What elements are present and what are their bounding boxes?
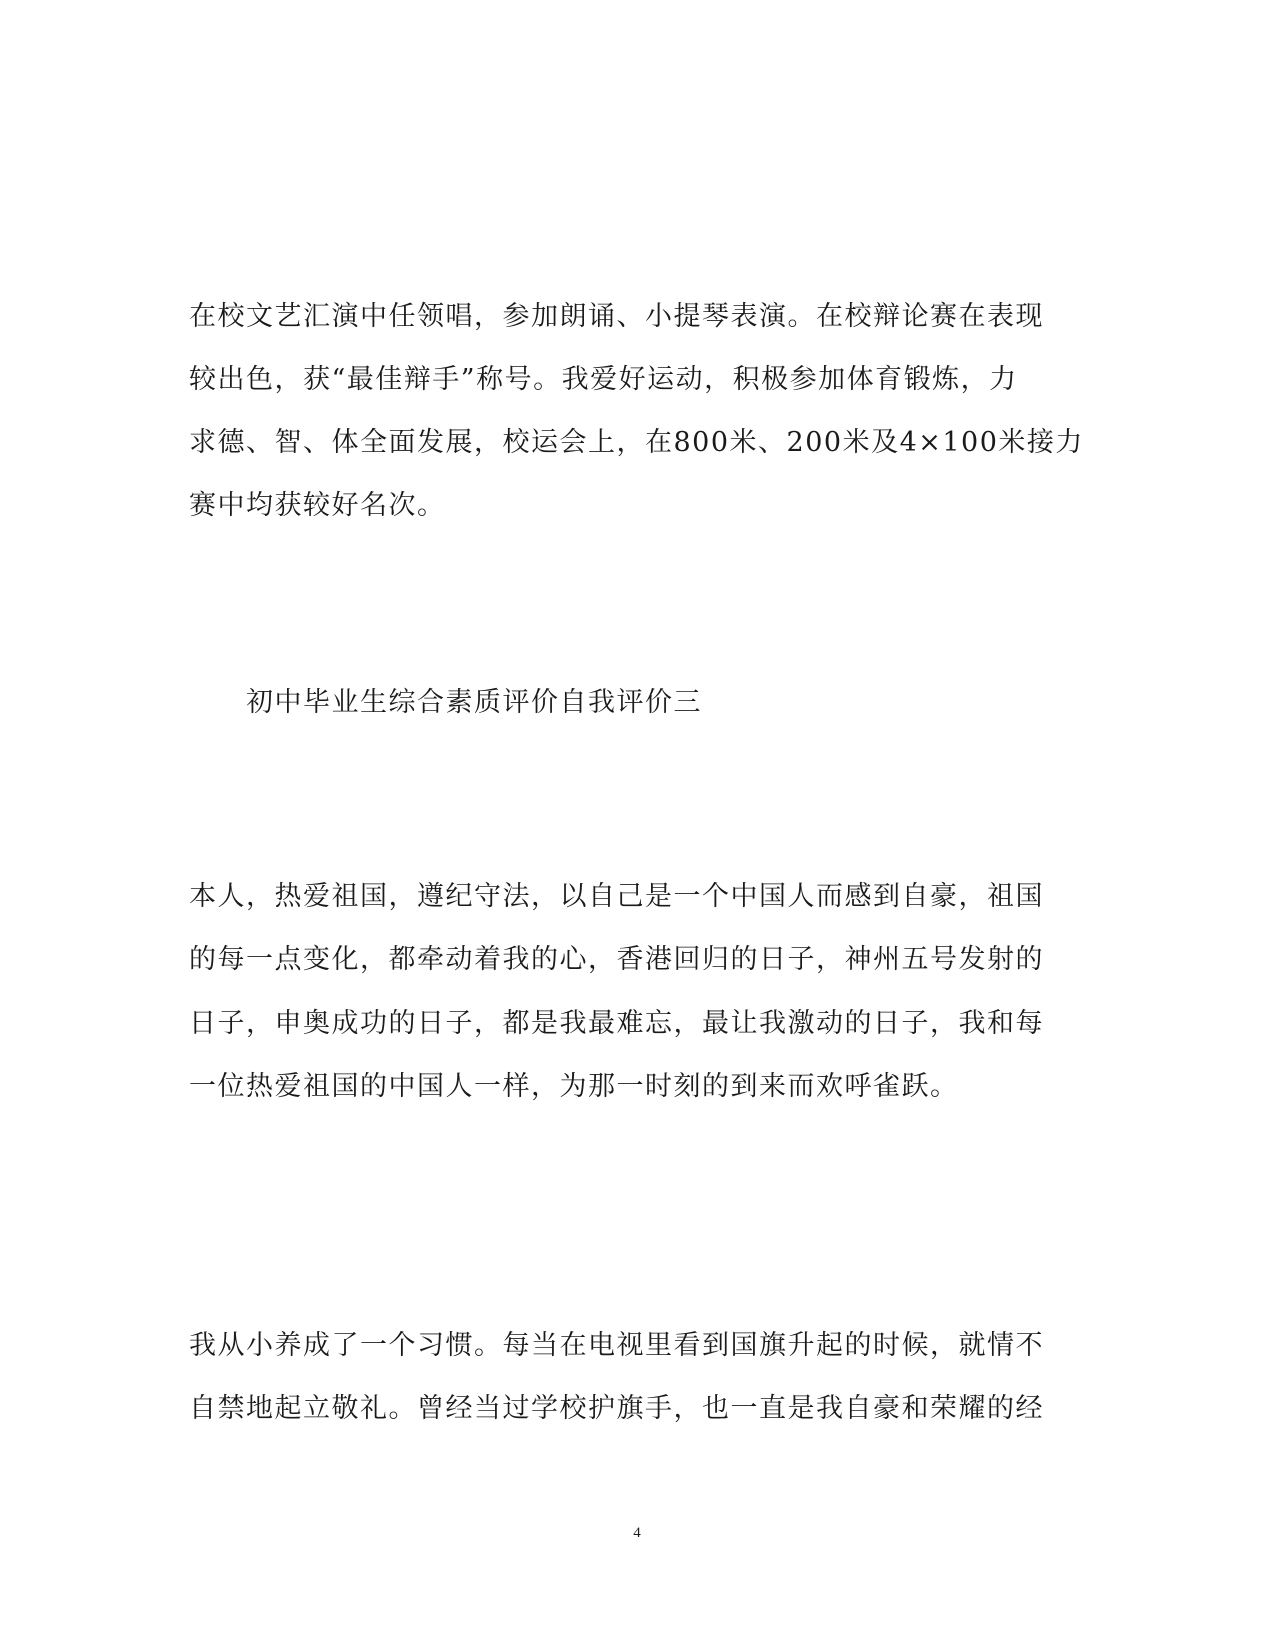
page-number: 4 [633, 1525, 641, 1541]
paragraph-3-line-1: 我从小养成了一个习惯。每当在电视里看到国旗升起的时候，就情不 [189, 1330, 1044, 1361]
paragraph-2-line-3: 日子，申奥成功的日子，都是我最难忘，最让我激动的日子，我和每 [189, 1008, 1044, 1039]
paragraph-2-line-4: 一位热爱祖国的中国人一样，为那一时刻的到来而欢呼雀跃。 [189, 1071, 959, 1102]
paragraph-2-line-2: 的每一点变化，都牵动着我的心，香港回归的日子，神州五号发射的 [189, 944, 1044, 975]
paragraph-1-line-4: 赛中均获较好名次。 [189, 490, 446, 521]
paragraph-1-line-3: 求德、智、体全面发展，校运会上，在800米、200米及4×100米接力 [189, 427, 1084, 458]
paragraph-1-line-1: 在校文艺汇演中任领唱，参加朗诵、小提琴表演。在校辩论赛在表现 [189, 301, 1044, 332]
section-heading: 初中毕业生综合素质评价自我评价三 [246, 687, 702, 718]
paragraph-2-line-1: 本人，热爱祖国，遵纪守法，以自己是一个中国人而感到自豪，祖国 [189, 881, 1044, 912]
paragraph-3-line-2: 自禁地起立敬礼。曾经当过学校护旗手，也一直是我自豪和荣耀的经 [189, 1393, 1044, 1424]
paragraph-1-line-2: 较出色，获“最佳辩手”称号。我爱好运动，积极参加体育锻炼，力 [189, 364, 1018, 395]
